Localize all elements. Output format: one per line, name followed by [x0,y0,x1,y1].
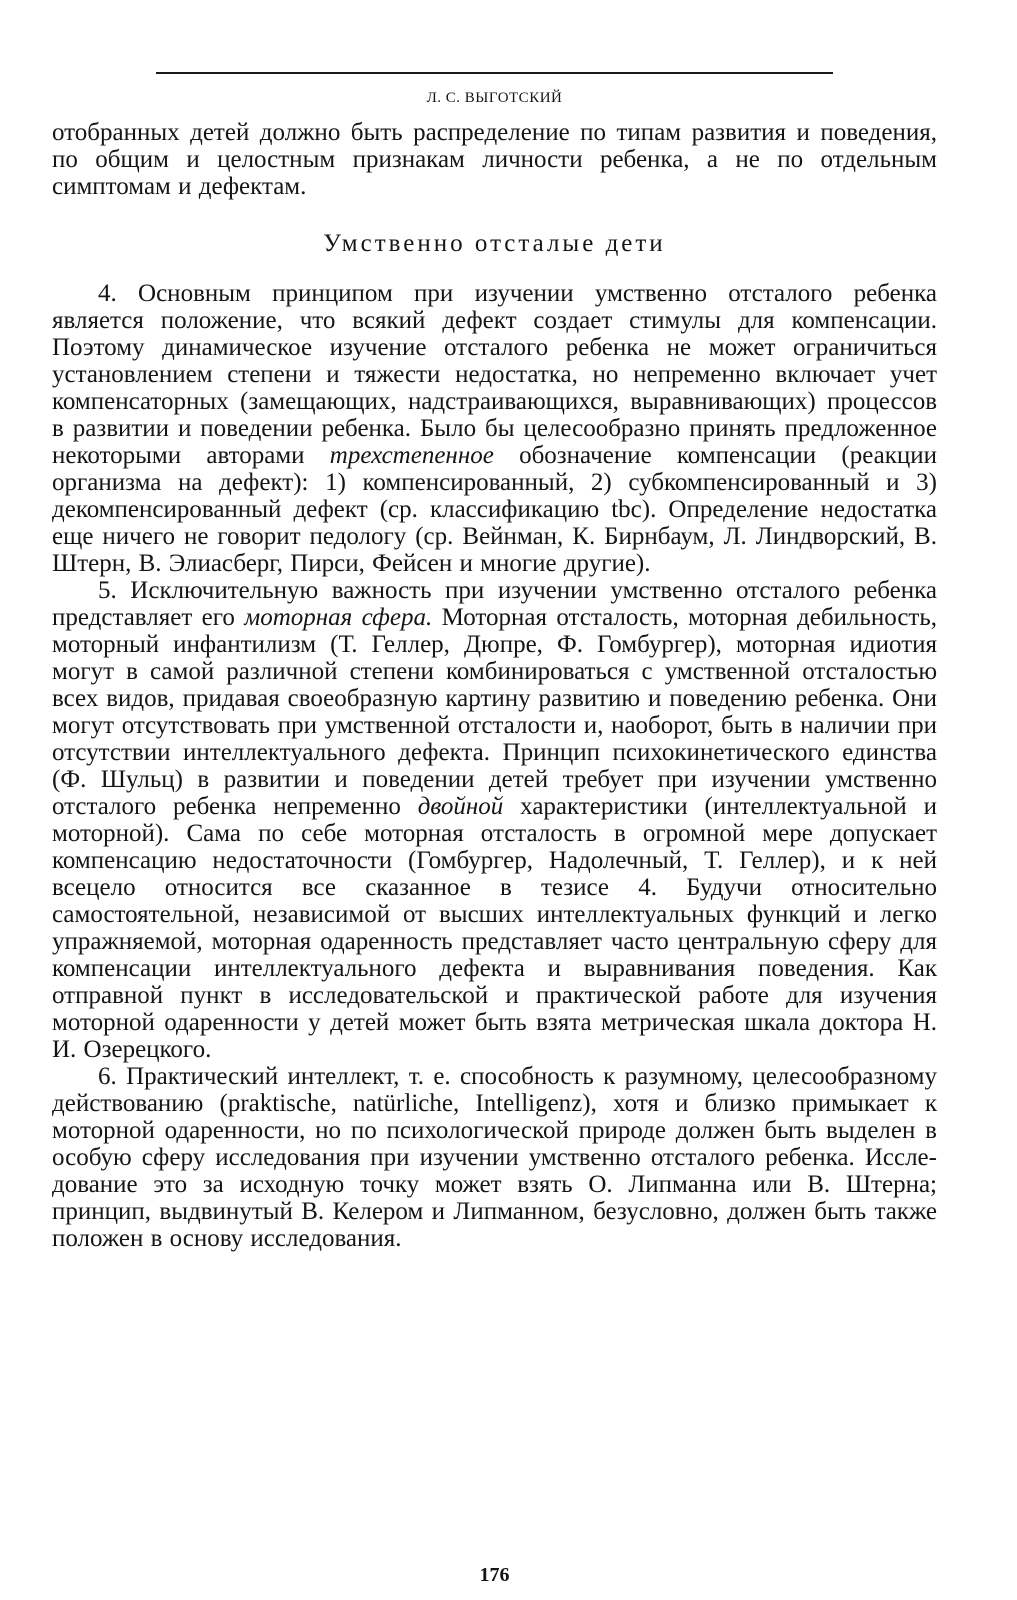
running-head: Л. С. ВЫГОТСКИЙ [426,90,563,106]
thesis-4-text-b: обозначение компенсации (реакции организма на дефект): 1) компенсированный, 2) субкомпенсированный и 3) декомпенсированный дефект (ср. классификацию tbc). Определение недостатка еще ничего не говорит педологу (ср. Вейнман, К. Бирнбаум, Л. Линдворский, В. Штерн, В. Элиасберг, Пирси, Фейсен и многие другие). [52,442,937,577]
paragraph-thesis-4 [52,280,937,577]
paragraph-thesis-6: 6. Практический интеллект, т. е. способность к разумному, целесообразному действованию (praktische, natürliche, Intelligenz), хотя и близко примыкает к моторной одаренности, но по психологической природе должен быть выделен в особую сферу исследования при изучении умственно отсталого ребенка. Исследование это за исходную точку может взять О. Липманна или В. Штерна; принцип, выдвинутый В. Келером и Липманном, безусловно, должен быть также положен в основу исследования. [52,1063,937,1252]
paragraph-thesis-5 [52,577,937,1063]
page-number: 176 [479,1564,510,1586]
thesis-5-emphasis-2: двойной [417,793,504,820]
book-page [52,72,937,1586]
header-rule [156,72,833,74]
paragraph-continuation: отобранных детей должно быть распределение по типам развития и поведения, по общим и целостным признакам личности ребенка, а не по отдельным симптомам и дефектам. [52,119,937,200]
thesis-5-text-a: 5. Исключительную важность при изучении умственно отсталого ребенка представляет его [52,577,937,631]
thesis-5-emphasis-1: моторная сфера. [244,604,433,631]
thesis-4-text-a: 4. Основным принципом при изучении умственно отсталого ребенка является положение, что всякий дефект создает стимулы для компенсации. Поэтому динамическое изучение отсталого ребенка не может ограничиться установлением степени и тяжести недостатка, но непременно включает учет компенсаторных (замещающих, надстраивающихся, выравнивающих) процессов в развитии и поведении ребенка. Было бы целесообразно принять предложенное некоторыми авторами [52,280,937,469]
thesis-5-text-b: Моторная отсталость, моторная дебильность, моторный инфантилизм (Т. Геллер, Дюпре, Ф. Гомбургер), моторная идиотия могут в самой различной степени комбинироваться с умственной отсталостью всех видов, придавая своеобразную картину развитию и поведению ребенка. Они могут отсутствовать при умственной отсталости и, наоборот, быть в наличии при отсутствии интеллектуального дефекта. Принцип психокинетического единства (Ф. Шульц) в развитии и поведении детей требует при изучении умственно отсталого ребенка непременно [52,604,937,820]
thesis-5-text-c: характеристики (интеллектуальной и моторной). Сама по себе моторная отсталость в огромной мере допускает компенсацию недостаточности (Гомбургер, Надолечный, Т. Геллер), и к ней всецело относится все сказанное в тезисе 4. Будучи относительно самостоятельной, независимой от высших интеллектуальных функций и легко упражняемой, моторная одаренность представляет часто центральную сферу для компенсации интеллектуального дефекта и выравнивания поведения. Как отправной пункт в исследовательской и практической работе для изучения моторной одаренности у детей может быть взята метрическая шкала доктора Н. И. Озерецкого. [52,793,937,1063]
thesis-4-emphasis: трехстепенное [329,442,494,469]
section-heading: Умственно отсталые дети [323,230,666,257]
